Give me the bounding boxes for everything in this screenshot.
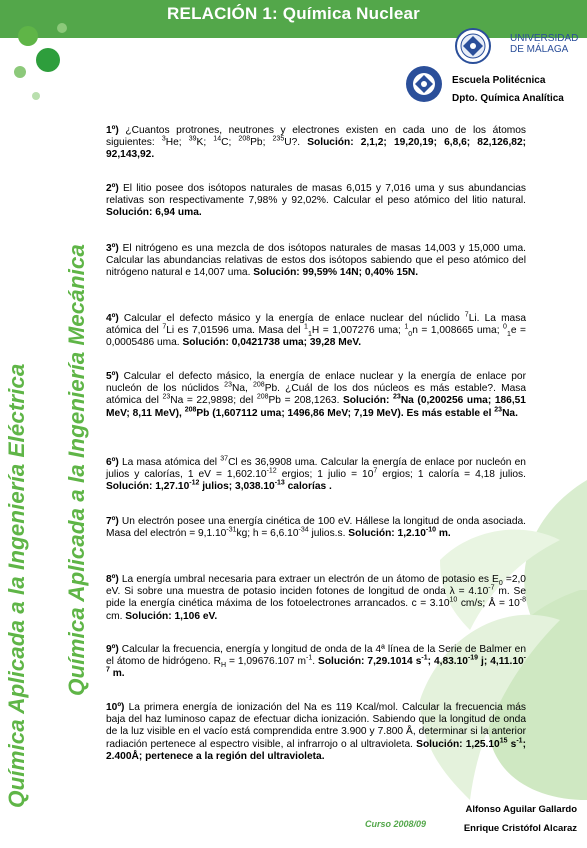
problem-number: 5º) [106,371,119,382]
solution-text: $1,2.10^{-10}$ m. [397,526,451,540]
solution-label: Solución: [106,481,153,493]
solution-label: Solución: [182,337,229,349]
problem-4 [106,313,526,350]
problem-6 [106,457,526,494]
deco-circle [18,26,38,46]
problem-number: 7º) [106,516,119,527]
problem-number: 3º) [106,243,119,254]
solution-text: 6,94 uma. [155,207,202,219]
page-title: RELACIÓN 1: Química Nuclear [167,4,420,23]
problem-10 [106,702,526,763]
problem-number: 8º) [106,574,119,585]
problem-2 [106,183,526,220]
problem-text: Calcular el defecto másico, la energía de enlace nuclear y la energía de enlace por nucleón de los núclidos $^{23}$Na, $^{208}$Pb. ¿Cuál de los dos núcleos es más estable?. Masa atómica del $^{23}$Na = 22,9898; del $^{208}$Pb = 208,1263. [106,371,526,407]
solution-text: $1,27.10^{-12}$ julios; $3,038.10^{-13}$ calorías . [155,480,332,493]
side-text-mechanical: Química Aplicada a la Ingeniería Mecánica [64,244,89,696]
problem-text: El litio posee dos isótopos naturales de masas 6,015 y 7,016 uma y sus abundancias relativas son respectivamente 7,98% y 92,02%. Calcular el peso atómico del litio natural. [106,183,526,207]
problem-number: 10º) [106,702,125,713]
problem-text: Calcular la frecuencia, energía y longitud de onda de la 4ª línea de la Serie de Balmer en el átomo de hidrógeno. $R_H = 1,09676.107$ $m^{-1}$. [106,644,526,670]
author-name: Enrique Cristófol Alcaraz [463,823,577,834]
problem-text: La masa atómica del $^{37}$Cl es 36,9908 uma. Calcular la energía de enlace por nucleón en julios y calorías, 1 eV = $1,602.10^{-12}$ ergios; 1 julio = $10^7$ ergios; 1 caloría = 4,18 julios. [106,455,526,481]
university-name-line: UNIVERSIDAD [510,33,579,44]
solution-text: 99,59% 14N; 0,40% 15N. [302,267,419,279]
university-name-line: DE MÁLAGA [510,44,569,55]
solution-label: Solución: [318,656,365,668]
solution-label: Solución: [253,267,300,279]
solution-text: 7,29.1014 $s^{-1}$; $4,83.10^{-19}$ j; $4,11.10^{-7}$ m. [106,654,526,680]
problem-3 [106,243,526,280]
university-logo [449,24,509,68]
problem-number: 4º) [106,313,119,324]
problem-7 [106,516,526,540]
solution-label: Solución: [348,528,395,540]
deco-circle [57,23,67,33]
problem-1 [106,125,526,162]
problem-text: La energía umbral necesaria para extraer un electrón de un átomo de potasio es $E_0 =2,0$ eV. Si sobre una muestra de potasio inciden fotones de longitud de onda $\lambda = 4.10^{-7}$ m. Se pide la energía cinética máxima de los fotoelectrones arrancados. $c = 3.10^{10}$ cm/s; Å = $10^{-8}$ cm. [106,574,526,622]
problem-text: El nitrógeno es una mezcla de dos isótopos naturales de masas 14,003 y 15,000 uma. Calcular las abundancias relativas de estos dos isótopos sabiendo que el peso atómico del nitrógeno natural e 14,007 uma. [106,243,526,279]
problem-text: Un electrón posee una energía cinética de 100 eV. Hállese la longitud de onda asociada. Masa del electrón = $9,1.10^{-31}kg$; $h = 6,6.10^{-34}$ julios.s. [106,516,526,540]
problem-number: 6º) [106,457,119,468]
solution-label: Solución: [307,137,354,149]
solution-text: 0,0421738 uma; 39,28 MeV. [231,337,362,349]
problem-number: 1º) [106,125,119,136]
solution-label: Solución: [343,395,390,407]
deco-circle [32,92,40,100]
problem-text: ¿Cuantos protrones, neutrones y electrones existen en cada uno de los átomos siguientes: $^3$He; $^{39}$K; $^{14}$C; $^{208}$Pb; $^{235}$U?. [106,125,526,149]
school-info [452,72,564,108]
problem-9 [106,644,526,681]
solution-label: Solución: [106,207,153,219]
course-year: Curso 2008/09 [365,819,427,829]
author-name: Alfonso Aguilar Gallardo [465,804,577,815]
solution-label: Solución: [125,610,172,622]
university-name [510,33,578,55]
problem-number: 9º) [106,644,119,655]
problem-text: Calcular el defecto másico y la energía de enlace nuclear del núclido $^7$Li. La masa atómica del $^7$Li es 7,01596 uma. Masa del $^1_1$H = 1,007276 uma; $^1_0$n = 1,008665 uma; $^0_1$e = 0,0005486 uma. [106,311,526,349]
deco-circle [36,48,60,72]
school-name: Escuela Politécnica [452,75,546,86]
side-text-electrical: Química Aplicada a la Ingeniería Eléctrica [4,363,29,808]
problem-number: 2º) [106,183,119,194]
solution-text: $^{23}$Na (0,200256 uma; 186,51 MeV; 8,11 MeV), $^{208}$Pb (1,607112 uma; 1496,86 MeV; 7,19 MeV). Es más estable el $^{23}$Na. [106,394,526,419]
solution-label: Solución: [416,738,463,750]
department-name: Dpto. Química Analítica [452,93,564,104]
school-logo [402,64,448,104]
problem-8 [106,574,526,623]
problem-5 [106,371,526,420]
solution-text: 1,106 eV. [174,610,218,622]
problem-text: La primera energía de ionización del Na es 119 Kcal/mol. Calcular la frecuencia más baja del haz luminoso capaz de efectuar dicha ionización. Sabiendo que la longitud de onda de la luz visible en el vacío está comprendida entre 3.900 y 7.800 Å, determinar si la anterior radiación pertenece al espectro visible, al infrarrojo o al ultravioleta. [106,702,526,750]
deco-circle [14,66,26,78]
solution-text: 1,25.10$^{15}$ $s^{-1}$; 2.400Å; pertenece a la región del ultravioleta. [106,737,526,762]
solution-text: 2,1,2; 19,20,19; 6,8,6; 82,126,82; 92,143,92. [106,137,527,161]
